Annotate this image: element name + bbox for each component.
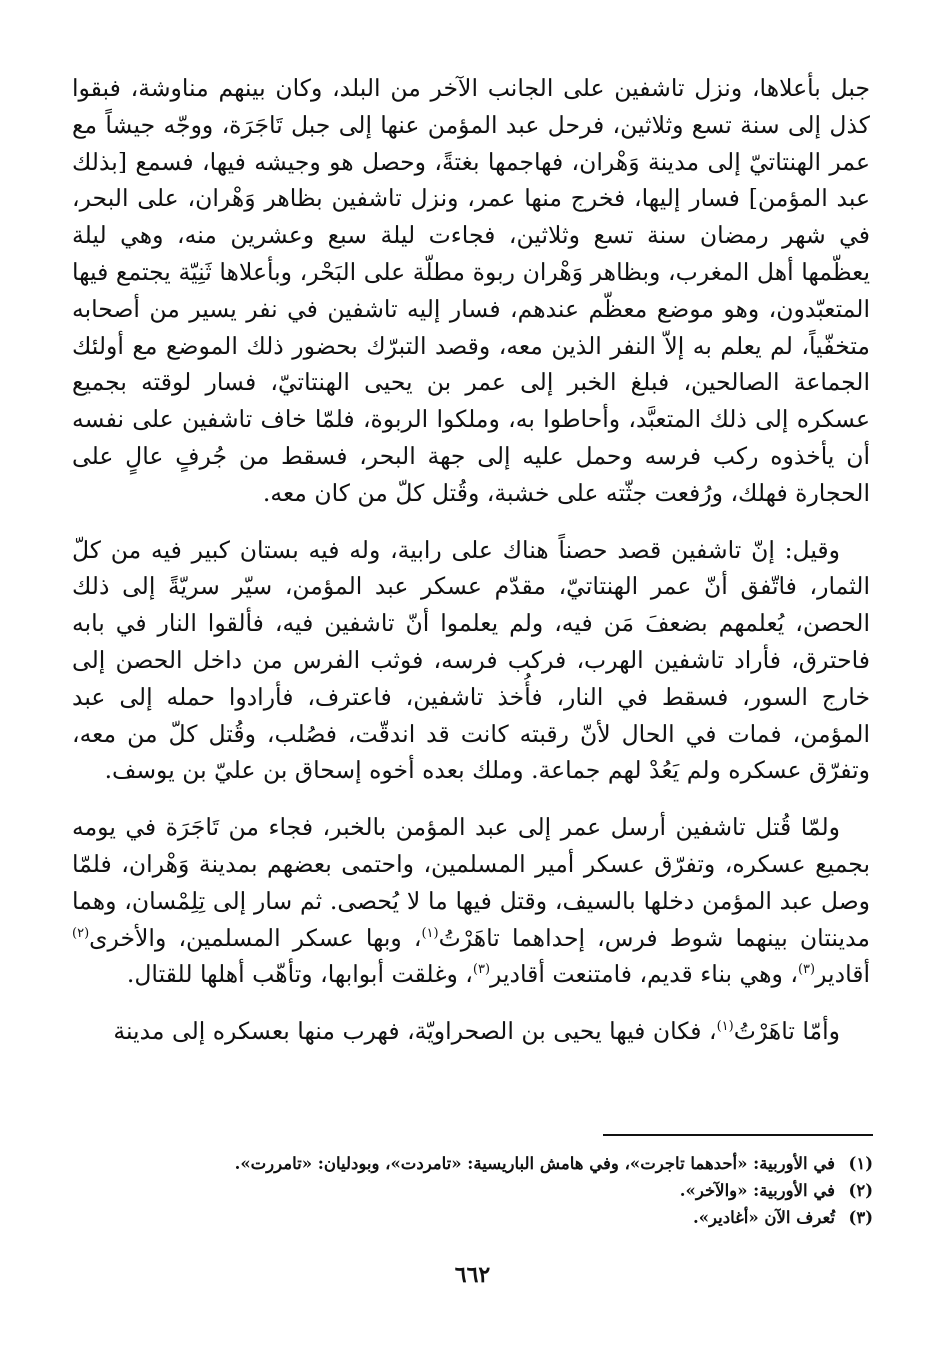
footnote-number: (٣) <box>848 1208 873 1227</box>
footnote-ref: (٣) <box>472 962 491 978</box>
footnote-text: تُعرف الآن «أغادير». <box>692 1208 835 1227</box>
text-segment: جبل بأعلاها، ونزل تاشفين على الجانب الآخر من البلد، وكان بينهم مناوشة، فبقوا كذل إلى سنة تسع وثلاثين، فرحل عبد المؤمن عنها إلى جبل تَاجَرَة، ووجّه جيشاً مع عمر الهنتاتيّ إلى مدينة وَهْران، فهاجمها بغتةً، وحصل هو وجيشه فيها، فسمع [بذلك عبد المؤمن] فسار إليها، فخرج منها عمر، ونزل تاشفين بظاهر وَهْران، على البحر، في شهر رمضان سنة تسع وثلاثين، فجاءت ليلة سبع وعشرين منه، وهي ليلة يعظّمها أهل المغرب، وبظاهر وَهْران ربوة مطلّة على البَحْر، وبأعلاها ثَنِيّة يجتمع فيها المتعبّدون، وهو موضع معظّم عندهم، فسار إليه تاشفين في نفر يسير من أصحابه متخفّياً، لم يعلم به إلاّ النفر الذين معه، وقصد التبرّك بحضور ذلك الموضع مع أولئك الجماعة الصالحين، فبلغ الخبر إلى عمر بن يحيى الهنتاتيّ، فسار لوقته بجميع عسكره إلى ذلك المتعبَّد، وأحاطوا به، وملكوا الربوة، فلمّا خاف تاشفين على نفسه أن يأخذوه ركب فرسه وحمل عليه إلى جهة البحر، فسقط من جُرفٍ عالٍ على الحجارة فهلك، ورُفعت جثّته على خشبة، وقُتل كلّ من كان معه. <box>72 74 870 507</box>
footnote-ref: (١) <box>716 1019 734 1035</box>
paragraph-3 <box>72 809 870 993</box>
footnote-divider <box>603 1134 873 1136</box>
footnote-2 <box>75 1177 873 1204</box>
footnote-1 <box>75 1150 873 1177</box>
text-segment: وقيل: إنّ تاشفين قصد حصناً هناك على رابية، وله فيه بستان كبير فيه من كلّ الثمار، فاتّفق أنّ عمر الهنتاتيّ، مقدّم عسكر عبد المؤمن، سيّر سريّةً إلى ذلك الحصن، يُعلمهم بضعفَ مَن فيه، ولم يعلموا أنّ تاشفين فيه، فألقوا النار في بابه فاحترق، فأراد تاشفين الهرب، فركب فرسه، فوثب الفرس من داخل الحصن إلى خارج السور، فسقط في النار، فأُخذ تاشفين، فاعترف، فأرادوا حمله إلى عبد المؤمن، فمات في الحال لأنّ رقبته كانت قد اندقّت، فصُلب، وقُتل كلّ من معه، وتفرّق عسكره ولم يَعُدْ لهم جماعة. وملك بعده أخوه إسحاق بن عليّ بن يوسف. <box>72 535 870 785</box>
footnote-ref: (٢) <box>72 925 90 941</box>
text-segment: ، فكان فيها يحيى بن الصحراويّة، فهرب منها بعسكره إلى مدينة <box>113 1017 717 1046</box>
footnote-text: في الأوربية: «والآخر». <box>679 1181 835 1200</box>
footnotes <box>75 1150 873 1231</box>
main-text <box>72 70 870 1050</box>
text-segment: أقادير <box>815 960 870 989</box>
page-number: ٦٦٢ <box>454 1262 491 1288</box>
footnote-number: (١) <box>848 1154 873 1173</box>
text-segment: ، وغلقت أبوابها، وتأهّب أهلها للقتال. <box>126 960 473 989</box>
text-segment: ولمّا قُتل تاشفين أرسل عمر إلى عبد المؤمن بالخبر، فجاء من تَاجَرَة في يومه بجميع عسكره، وتفرّق عسكر أمير المسلمين، واحتمى بعضهم بمدينة وَهْران، فلمّا وصل عبد المؤمن دخلها بالسيف، وقتل فيها ما لا يُحصى. ثم سار إلى تِلِمْسان، وهما مدينتان بينهما شوط فرس، إحداهما تاهَرْتُ <box>72 813 870 952</box>
text-segment: ، وبها عسكر المسلمين، والأخرى <box>89 923 422 952</box>
footnote-3 <box>75 1204 873 1231</box>
paragraph-2 <box>72 532 870 790</box>
footnote-number: (٢) <box>848 1181 873 1200</box>
text-segment: ، وهي بناء قديم، فامتنعت أقادير <box>490 960 798 989</box>
text-segment: وأمّا تاهَرْتُ <box>733 1017 840 1046</box>
footnote-ref: (٣) <box>797 962 816 978</box>
footnote-text: في الأوربية: «أحدهما تاجرت»، وفي هامش الباريسية: «تامردت»، وبودليان: «تامررت». <box>234 1154 835 1173</box>
paragraph-1 <box>72 70 870 512</box>
footnote-ref: (١) <box>421 925 439 941</box>
paragraph-4 <box>72 1013 870 1050</box>
